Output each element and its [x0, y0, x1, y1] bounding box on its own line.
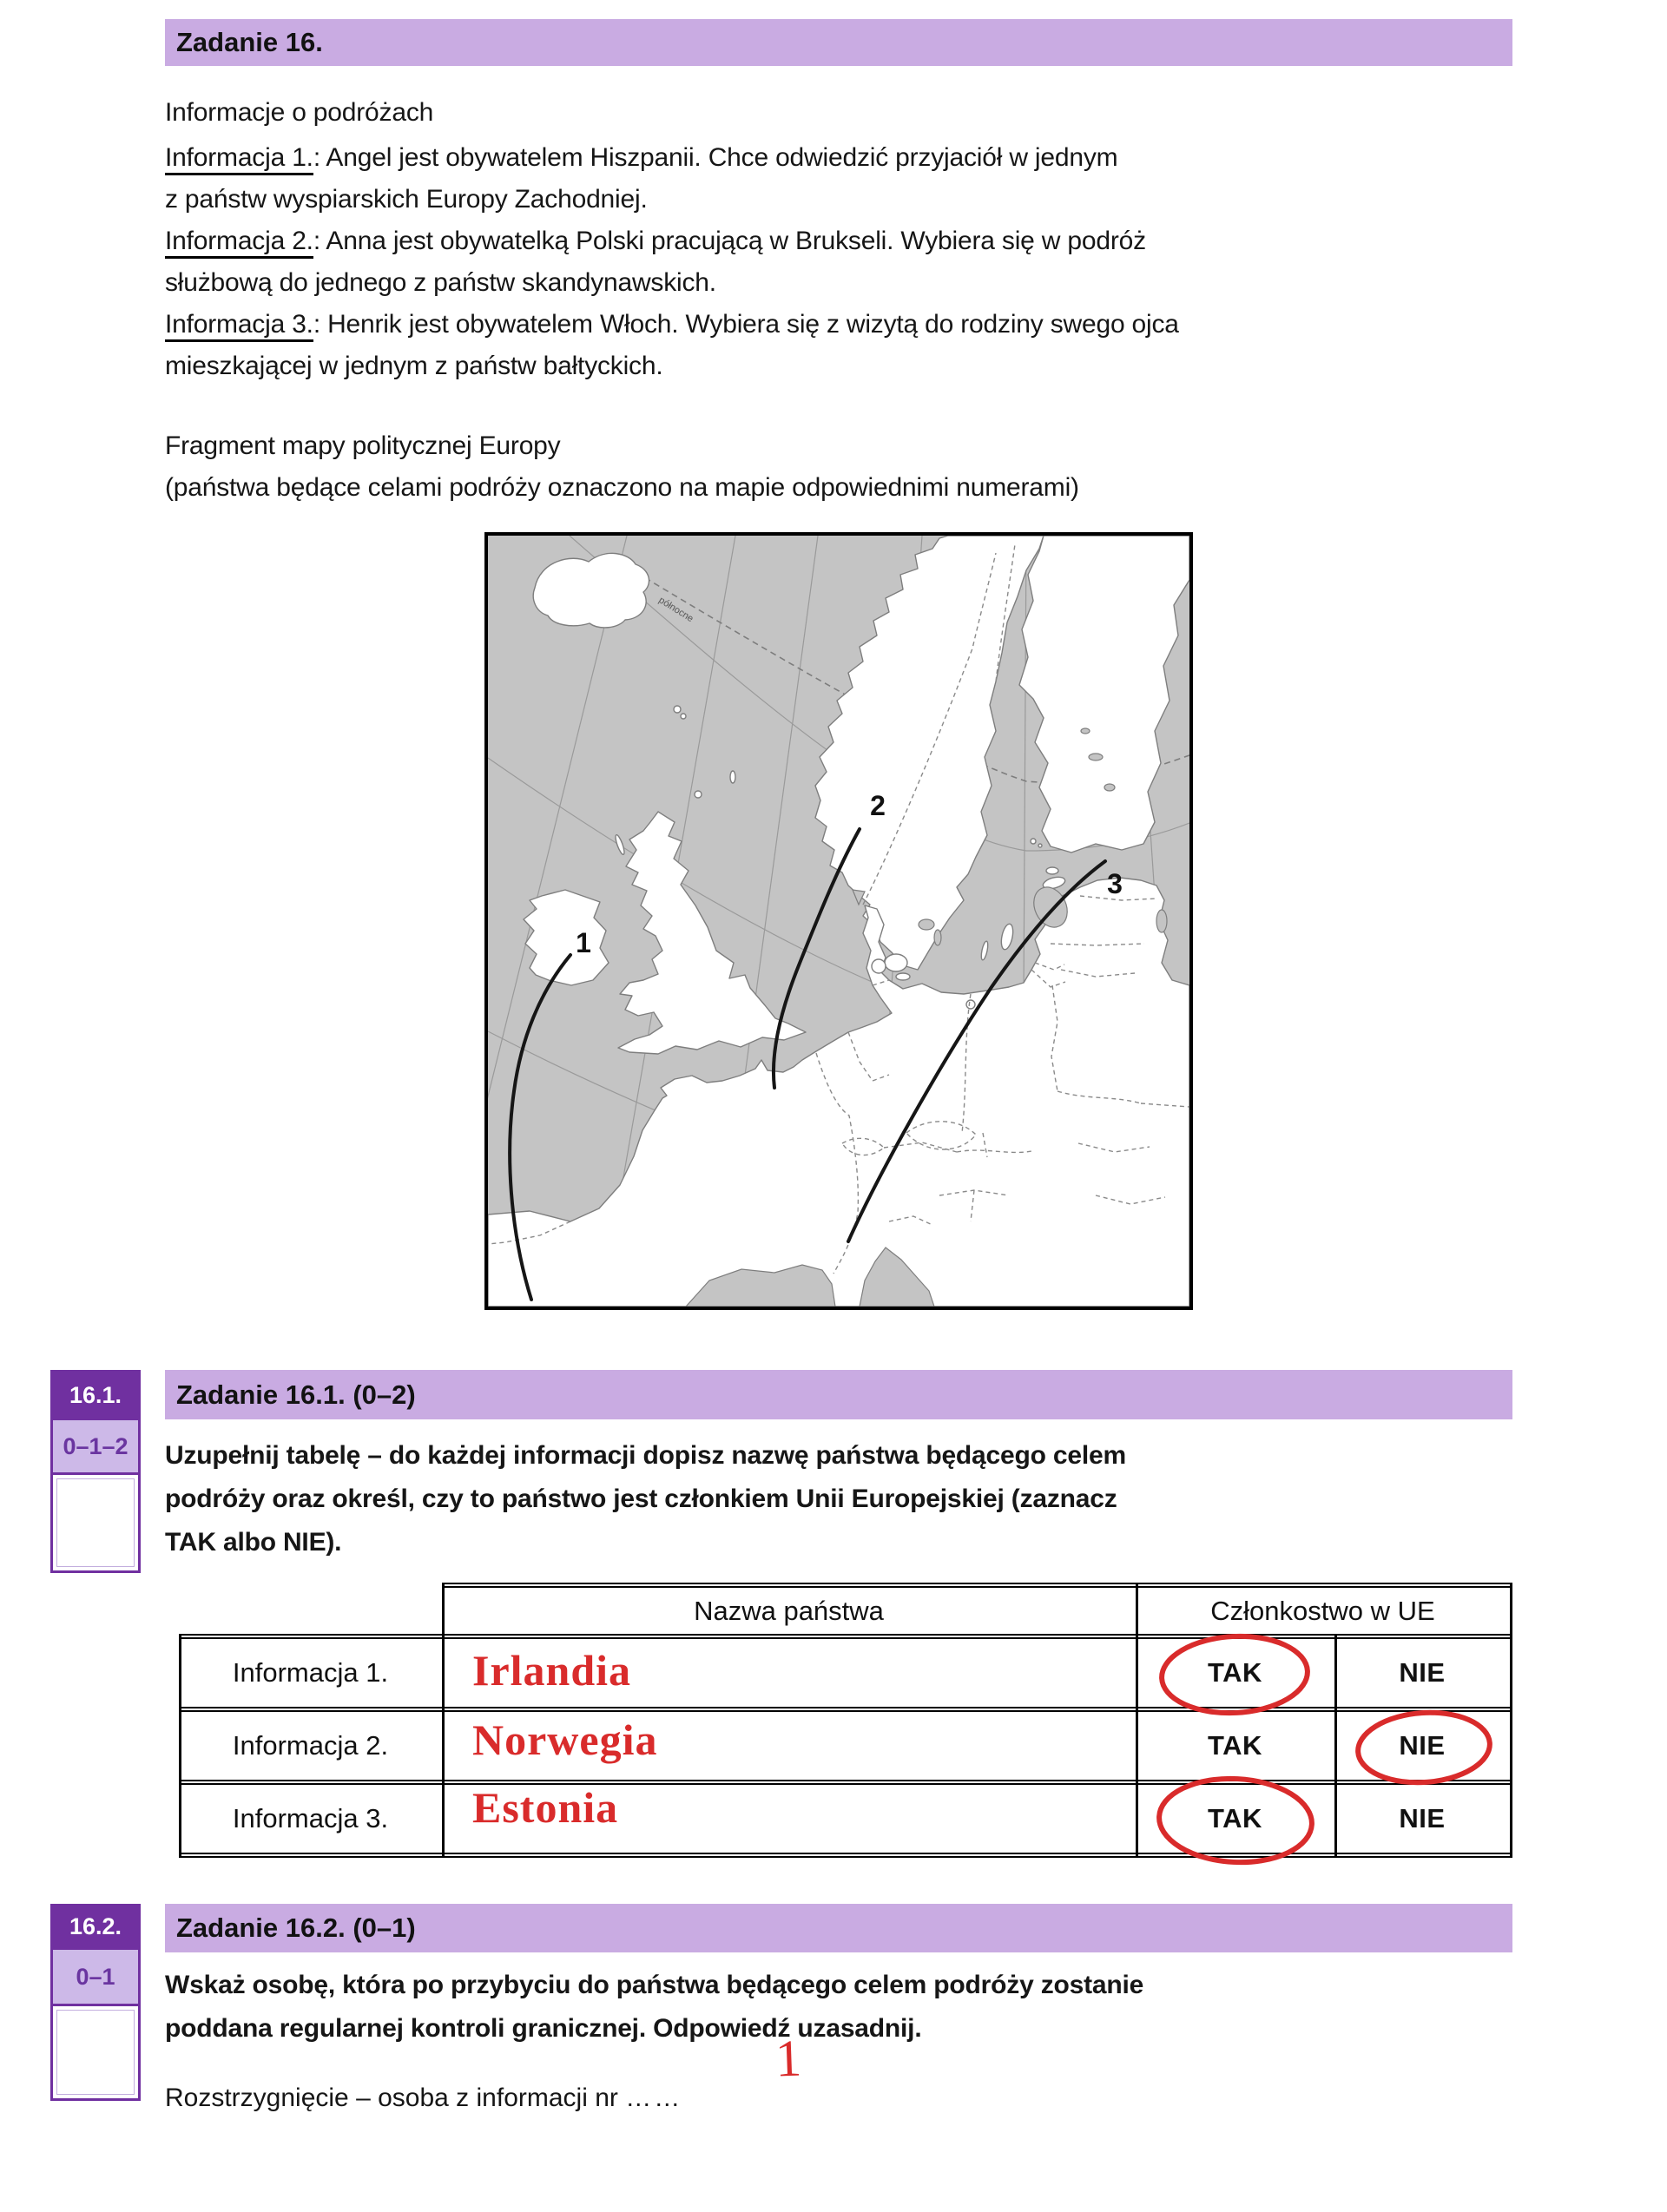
- faroe-islands: [674, 706, 681, 713]
- arctic-circle-label: północne: [656, 595, 695, 625]
- finnish-lake-2: [1104, 784, 1115, 791]
- zealand-island: [885, 954, 907, 971]
- info-1-label: Informacja 1.: [165, 143, 313, 175]
- table-row2-option-tak[interactable]: TAK: [1208, 1730, 1262, 1761]
- map-label-1: 1: [576, 927, 591, 958]
- table-row2-label: Informacja 2.: [232, 1730, 389, 1761]
- handwritten-answer-1[interactable]: 1: [774, 2029, 803, 2088]
- task161-header-bar: [165, 1370, 1512, 1419]
- table-row3-option-nie[interactable]: NIE: [1399, 1803, 1446, 1833]
- table-row1-option-nie[interactable]: NIE: [1399, 1657, 1446, 1688]
- table-header-country: Nazwa państwa: [694, 1595, 884, 1626]
- map-label-2: 2: [870, 790, 886, 821]
- info-1-text: : Angel jest obywatelem Hiszpanii. Chce odwiedzić przyjaciół w jednym: [313, 143, 1118, 172]
- shetland-islands: [730, 771, 735, 783]
- ireland: [524, 890, 609, 985]
- map-svg: [488, 536, 1189, 1307]
- info-1-text-line2: z państw wyspiarskich Europy Zachodniej.: [165, 185, 648, 214]
- answer-circle-row2: [1353, 1709, 1495, 1786]
- task162-score-box-inner: [56, 2010, 135, 2095]
- lake-vanern: [919, 919, 934, 930]
- task161-score-badge: [50, 1370, 141, 1573]
- table-row1-option-tak[interactable]: TAK: [1208, 1657, 1262, 1688]
- info-2-label: Informacja 2.: [165, 227, 313, 259]
- table-row3-answer[interactable]: Estonia: [472, 1783, 619, 1832]
- finnish-lake-3: [1081, 728, 1090, 734]
- task16-header-bar: [165, 19, 1512, 66]
- lolland-island: [896, 973, 910, 980]
- intro-text: Informacje o podróżach: [165, 98, 434, 127]
- task161-answer-table: [179, 1583, 1512, 1860]
- task16-title: Zadanie 16.: [176, 27, 323, 57]
- task162-header-bar: [165, 1904, 1512, 1952]
- resolution-line: [165, 2084, 682, 2113]
- info-1: [165, 137, 1433, 221]
- table-header-membership: Członkostwo w UE: [1210, 1595, 1435, 1626]
- info-3-text-line2: mieszkającej w jednym z państw bałtyckich.: [165, 352, 663, 380]
- task161-instruction-line2: podróży oraz określ, czy to państwo jest członkiem Unii Europejskiej (zaznacz: [165, 1485, 1117, 1513]
- info-3-text: : Henrik jest obywatelem Włoch. Wybiera się z wizytą do rodziny swego ojca: [313, 310, 1179, 339]
- info-2-text: : Anna jest obywatelką Polski pracującą w Brukseli. Wybiera się w podróż: [313, 227, 1146, 255]
- aland-island-2: [1038, 844, 1042, 847]
- table-line: [1510, 1583, 1512, 1858]
- resolution-text: Rozstrzygnięcie – osoba z informacji nr: [165, 2084, 618, 2112]
- info-2-text-line2: służbową do jednego z państw skandynawskich.: [165, 268, 716, 297]
- map-caption: [165, 425, 1433, 509]
- task162-title: Zadanie 16.2. (0–1): [176, 1912, 416, 1943]
- table-row2-answer[interactable]: Norwegia: [472, 1715, 658, 1764]
- map-label-3: 3: [1107, 868, 1123, 899]
- table-row3-option-tak[interactable]: TAK: [1208, 1803, 1262, 1833]
- task161-badge-points: 0–1–2: [53, 1418, 138, 1475]
- aland-island: [1031, 839, 1036, 844]
- task161-instruction: [165, 1434, 1441, 1564]
- funen-island: [872, 959, 886, 973]
- table-row1-answer[interactable]: Irlandia: [472, 1646, 632, 1695]
- lake-peipus: [1156, 910, 1167, 932]
- iceland: [533, 553, 649, 628]
- answer-circle-row1: [1156, 1633, 1313, 1716]
- info-3-label: Informacja 3.: [165, 310, 313, 342]
- task162-score-box[interactable]: [53, 2006, 138, 2098]
- orkney-islands: [695, 791, 702, 798]
- task162-badge-points: 0–1: [53, 1947, 138, 2006]
- europe-political-map: [484, 532, 1193, 1310]
- info-3: [165, 304, 1433, 387]
- task161-instruction-line1: Uzupełnij tabelę – do każdej informacji dopisz nazwę państwa będącego celem: [165, 1441, 1126, 1470]
- task161-score-box-inner: [56, 1478, 135, 1567]
- finnish-lake-1: [1089, 754, 1103, 760]
- map-caption-line2: (państwa będące celami podróży oznaczono na mapie odpowiednimi numerami): [165, 473, 1079, 502]
- faroe-islands-2: [681, 714, 686, 719]
- resolution-answer-blank[interactable]: ……: [625, 2084, 683, 2112]
- task162-instruction-line2: poddana regularnej kontroli granicznej. Odpowiedź uzasadnij.: [165, 2014, 922, 2043]
- lake-vattern: [934, 930, 941, 945]
- task161-title: Zadanie 16.1. (0–2): [176, 1379, 416, 1410]
- task162-instruction: [165, 1964, 1441, 2051]
- info-2: [165, 221, 1433, 304]
- table-row1-label: Informacja 1.: [232, 1657, 389, 1688]
- task161-instruction-line3: TAK albo NIE).: [165, 1528, 342, 1557]
- task162-badge-number: 16.2.: [53, 1906, 138, 1947]
- table-row2-option-nie[interactable]: NIE: [1399, 1730, 1446, 1761]
- task161-badge-number: 16.1.: [53, 1373, 138, 1418]
- task161-score-box[interactable]: [53, 1475, 138, 1570]
- task162-score-badge: [50, 1904, 141, 2101]
- table-row3-label: Informacja 3.: [232, 1803, 389, 1833]
- bornholm-island: [966, 1000, 975, 1009]
- map-caption-line1: Fragment mapy politycznej Europy: [165, 431, 561, 460]
- hiiumaa-island: [1046, 867, 1058, 874]
- task162-instruction-line1: Wskaż osobę, która po przybyciu do państwa będącego celem podróży zostanie: [165, 1971, 1144, 1999]
- answer-circle-row3: [1153, 1775, 1318, 1866]
